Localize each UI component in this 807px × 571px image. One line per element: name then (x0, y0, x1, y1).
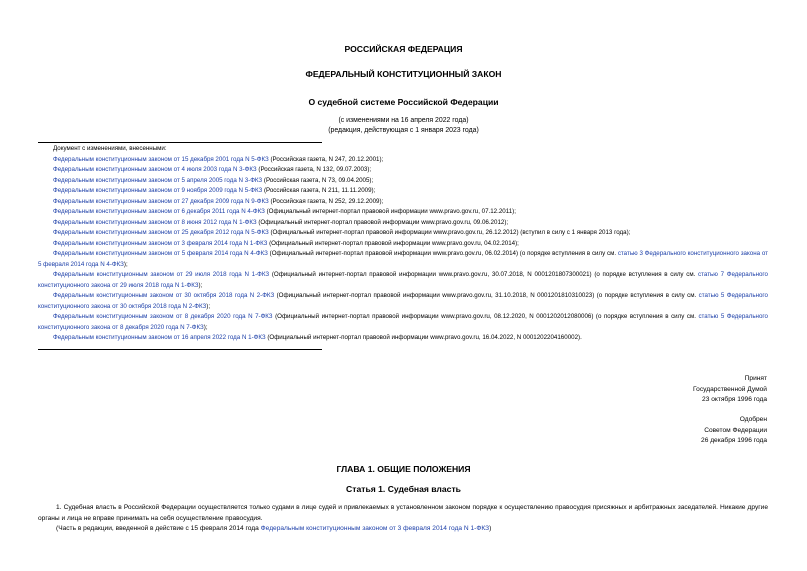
amendment-item (38, 312, 768, 333)
note-amendment-link[interactable]: Федеральным конституционным законом от 3 февраля 2014 года N 1-ФКЗ (260, 525, 490, 532)
amendment-item (38, 186, 768, 197)
amendment-source: (Официальный интернет-портал правовой информации www.pravo.gov.ru, 04.02.2014); (267, 239, 519, 247)
approved-date: 26 декабря 1996 года (701, 437, 767, 444)
accepted-date: 23 октября 1996 года (702, 396, 767, 403)
article-paragraph-1: 1. Судебная власть в Российской Федерации осуществляется только судами в лице судей и привлекаемых в установленном законом порядке к осуществлению правосудия присяжных и арбитражных заседателей. Никакие другие органы и лица не вправе принимать на себя осуществление правосудия. (38, 504, 768, 522)
amendment-source: (Российская газета, N 247, 20.12.2001); (268, 155, 384, 163)
amendment-source: (Российская газета, N 132, 09.07.2003); (256, 166, 372, 173)
amendments-list (38, 144, 768, 344)
amendment-item (38, 165, 768, 176)
amendment-law-link[interactable]: Федеральным конституционным законом от 15 декабря 2001 года N 5-ФКЗ (53, 155, 269, 163)
amendment-law-link[interactable]: Федеральным конституционным законом от 5 февраля 2014 года N 4-ФКЗ (53, 250, 268, 257)
amendment-law-link[interactable]: Федеральным конституционным законом от 6 декабря 2011 года N 4-ФКЗ (53, 208, 265, 215)
amendment-law-link[interactable]: Федеральным конституционным законом от 8 июня 2012 года N 1-ФКЗ (53, 218, 257, 226)
amendment-item (38, 228, 768, 239)
amendment-item (38, 249, 768, 270)
note-prefix: (Часть в редакции, введенной в действие с 15 февраля 2014 года (56, 525, 261, 532)
approved-label: Одобрен (739, 416, 767, 423)
amendment-source: (Официальный интернет-портал правовой информации www.pravo.gov.ru, 06.02.2014) (о порядке вступления в силу см. (267, 250, 618, 257)
amendment-tail: ); (206, 302, 211, 310)
edition-note: (редакция, действующая с 1 января 2023 года) (328, 127, 479, 134)
amendment-law-link[interactable]: Федеральным конституционным законом от 3 февраля 2014 года N 1-ФКЗ (53, 239, 268, 247)
amendment-law-link[interactable]: Федеральным конституционным законом от 8 декабря 2020 года N 7-ФКЗ (53, 313, 273, 320)
amendment-source: (Официальный интернет-портал правовой информации www.pravo.gov.ru, 26.12.2012) (вступил в силу с 1 января 2013 года); (268, 229, 631, 236)
accepted-body: Государственной Думой (693, 385, 767, 393)
amendment-item (38, 155, 768, 166)
amendment-tail: ); (203, 323, 208, 331)
amendment-item (38, 239, 768, 250)
amendment-source: (Официальный интернет-портал правовой информации www.pravo.gov.ru, 30.07.2018, N 0001201807300021) (о порядке вступления в силу см. (269, 271, 699, 278)
top-divider (38, 142, 322, 143)
bottom-divider (38, 349, 322, 350)
amendment-source: (Официальный интернет-портал правовой информации www.pravo.gov.ru, 31.10.2018, N 0001201810310023) (о порядке вступления в силу см. (274, 292, 699, 299)
duma-adoption (693, 374, 767, 406)
law-title: О судебной системе Российской Федерации (308, 97, 499, 107)
article-body (38, 503, 768, 535)
amendment-source: (Официальный интернет-портал правовой информации www.pravo.gov.ru, 08.12.2020, N 0001202012080006) (о порядке вступления в силу см. (272, 313, 699, 320)
amendments-intro: Документ с изменениями, внесенными: (53, 145, 167, 152)
amendment-tail: ); (198, 281, 203, 289)
amendment-item (38, 291, 768, 312)
note-suffix: ) (489, 525, 492, 532)
accepted-label: Принят (744, 375, 767, 382)
amendment-law-link[interactable]: Федеральным конституционным законом от 16 апреля 2022 года N 1-ФКЗ (53, 334, 266, 341)
entry-into-force-link[interactable]: статью 5 Федерального конституционного закона от 30 октября 2018 года N 2-ФКЗ (38, 292, 768, 310)
amendment-law-link[interactable]: Федеральным конституционным законом от 27 декабря 2009 года N 9-ФКЗ (53, 197, 269, 205)
amendment-item (38, 207, 768, 218)
amendment-source: (Российская газета, N 252, 29.12.2009); (268, 197, 384, 205)
law-type-heading: ФЕДЕРАЛЬНЫЙ КОНСТИТУЦИОННЫЙ ЗАКОН (305, 69, 502, 79)
amendment-item (38, 270, 768, 291)
amendment-source: (Официальный интернет-портал правовой информации www.pravo.gov.ru, 16.04.2022, N 0001202204160002). (265, 334, 582, 341)
article-title: Статья 1. Судебная власть (346, 484, 461, 494)
entry-into-force-link[interactable]: статью 5 Федерального конституционного закона от 8 декабря 2020 года N 7-ФКЗ (38, 313, 768, 331)
amendment-law-link[interactable]: Федеральным конституционным законом от 5 апреля 2005 года N 3-ФКЗ (53, 176, 263, 184)
entry-into-force-link[interactable]: статью 7 Федерального конституционного закона от 29 июля 2018 года N 1-ФКЗ (38, 271, 768, 289)
approved-body: Советом Федерации (704, 426, 767, 434)
amendment-source: (Официальный интернет-портал правовой информации www.pravo.gov.ru, 09.06.2012); (256, 218, 509, 226)
amendment-tail: ); (123, 260, 128, 268)
country-heading: РОССИЙСКАЯ ФЕДЕРАЦИЯ (344, 44, 463, 54)
changes-note: (с изменениями на 16 апреля 2022 года) (338, 117, 469, 124)
amendment-item (38, 176, 768, 187)
amendment-law-link[interactable]: Федеральным конституционным законом от 25 декабря 2012 года N 5-ФКЗ (53, 229, 269, 236)
article-paragraph-1-note (38, 524, 768, 535)
amendment-law-link[interactable]: Федеральным конституционным законом от 30 октября 2018 года N 2-ФКЗ (53, 292, 275, 299)
council-approval (701, 415, 767, 447)
amendment-item (38, 218, 768, 229)
amendment-source: (Российская газета, N 211, 11.11.2009); (262, 187, 376, 194)
amendment-law-link[interactable]: Федеральным конституционным законом от 29 июля 2018 года N 1-ФКЗ (53, 271, 270, 278)
chapter-title: ГЛАВА 1. ОБЩИЕ ПОЛОЖЕНИЯ (336, 464, 471, 474)
amendment-item (38, 333, 768, 344)
amendment-item (38, 197, 768, 208)
amendment-source: (Официальный интернет-портал правовой информации www.pravo.gov.ru, 07.12.2011); (264, 208, 516, 215)
amendment-law-link[interactable]: Федеральным конституционным законом от 4 июля 2003 года N 3-ФКЗ (53, 166, 257, 173)
amendment-law-link[interactable]: Федеральным конституционным законом от 9 ноября 2009 года N 5-ФКЗ (53, 187, 263, 194)
entry-into-force-link[interactable]: статью 3 Федерального конституционного закона от 5 февраля 2014 года N 4-ФКЗ (38, 250, 768, 268)
amendment-source: (Российская газета, N 73, 09.04.2005); (262, 176, 374, 184)
